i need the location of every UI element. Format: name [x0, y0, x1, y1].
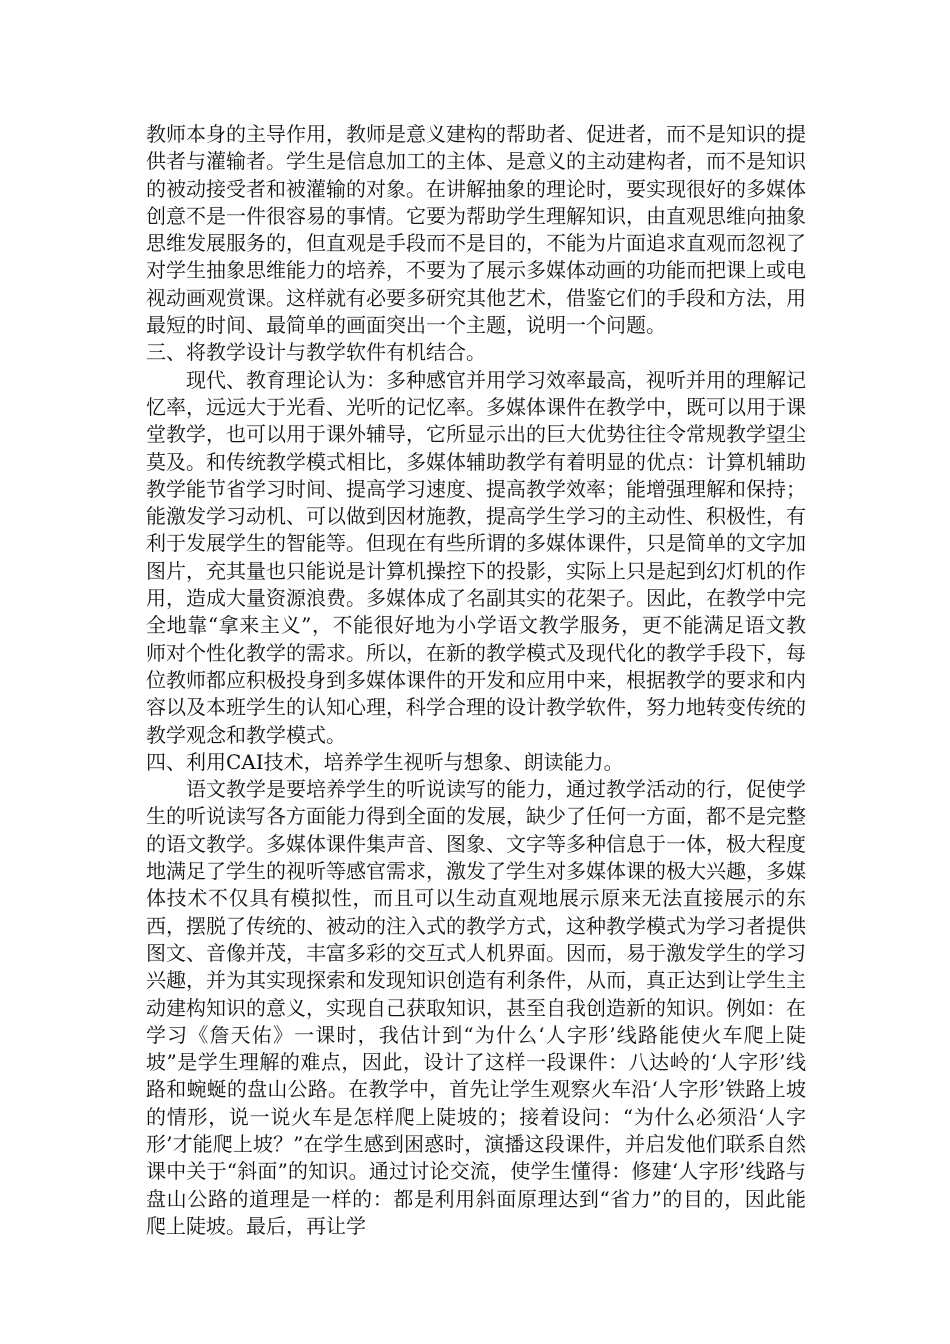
section-heading-4: 四、利用CAI技术，培养学生视听与想象、朗读能力。 — [146, 749, 624, 774]
paragraph-1: 教师本身的主导作用，教师是意义建构的帮助者、促进者，而不是知识的提供者与灌输者。学生是信息加工的主体、是意义的主动建构者，而不是知识的被动接受者和被灌输的对象。在讲解抽象的理论时，要实现很好的多媒体创意不是一件很容易的事情。它要为帮助学生理解知识，由直观思维向抽象思维发展服务的，但直观是手段而不是目的，不能为片面追求直观而忽视了对学生抽象思维能力的培养，不要为了展示多媒体动画的功能而把课上或电视动画观赏课。这样就有必要多研究其他艺术，借鉴它们的手段和方法，用最短的时间、最简单的画面突出一个主题，说明一个问题。 — [146, 122, 806, 338]
section-heading-3: 三、将教学设计与教学软件有机结合。 — [146, 340, 486, 365]
paragraph-3: 语文教学是要培养学生的听说读写的能力，通过教学活动的行，促使学生的听说读写各方面能力得到全面的发展，缺少了任何一方面，都不是完整的语文教学。多媒体课件集声音、图象、文字等多种信息于一体，极大程度地满足了学生的视听等感官需求，激发了学生对多媒体课的极大兴趣，多媒体技术不仅具有模拟性，而且可以生动直观地展示原来无法直接展示的东西，摆脱了传统的、被动的注入式的教学方式，这种教学模式为学习者提供图文、音像并茂，丰富多彩的交互式人机界面。因而，易于激发学生的学习兴趣，并为其实现探索和发现知识创造有利条件，从而，真正达到让学生主动建构知识的意义，实现自己获取知识，甚至自我创造新的知识。例如：在学习《詹天佑》一课时，我估计到“为什么‘人字形’线路能使火车爬上陡坡”是学生理解的难点，因此，设计了这样一段课件：八达岭的‘人字形’线路和蜿蜒的盘山公路。在教学中，首先让学生观察火车沿‘人字形’铁路上坡的情形，说一说火车是怎样爬上陡坡的；接着设问：“为什么必须沿‘人字形’才能爬上坡？”在学生感到困惑时，演播这段课件，并启发他们联系自然课中关于“斜面”的知识。通过讨论交流，使学生懂得：修建‘人字形’线路与盘山公路的道理是一样的：都是利用斜面原理达到“省力”的目的，因此能爬上陡坡。最后，再让学 — [146, 777, 806, 1238]
document-body — [146, 121, 806, 1240]
paragraph-2: 现代、教育理论认为：多种感官并用学习效率最高，视听并用的理解记忆率，远远大于光看、光听的记忆率。多媒体课件在教学中，既可以用于课堂教学，也可以用于课外辅导，它所显示出的巨大优势往往令常规教学望尘莫及。和传统教学模式相比，多媒体辅助教学有着明显的优点：计算机辅助教学能节省学习时间、提高学习速度、提高教学效率；能增强理解和保持；能激发学习动机、可以做到因材施教，提高学生学习的主动性、积极性，有利于发展学生的智能等。但现在有些所谓的多媒体课件，只是简单的文字加图片，充其量也只能说是计算机操控下的投影，实际上只是起到幻灯机的作用，造成大量资源浪费。多媒体成了名副其实的花架子。因此，在教学中完全地靠“拿来主义”，不能很好地为小学语文教学服务，更不能满足语文教师对个性化教学的需求。所以，在新的教学模式及现代化的教学手段下，每位教师都应积极投身到多媒体课件的开发和应用中来，根据教学的要求和内容以及本班学生的认知心理，科学合理的设计教学软件，努力地转变传统的教学观念和教学模式。 — [146, 367, 806, 747]
